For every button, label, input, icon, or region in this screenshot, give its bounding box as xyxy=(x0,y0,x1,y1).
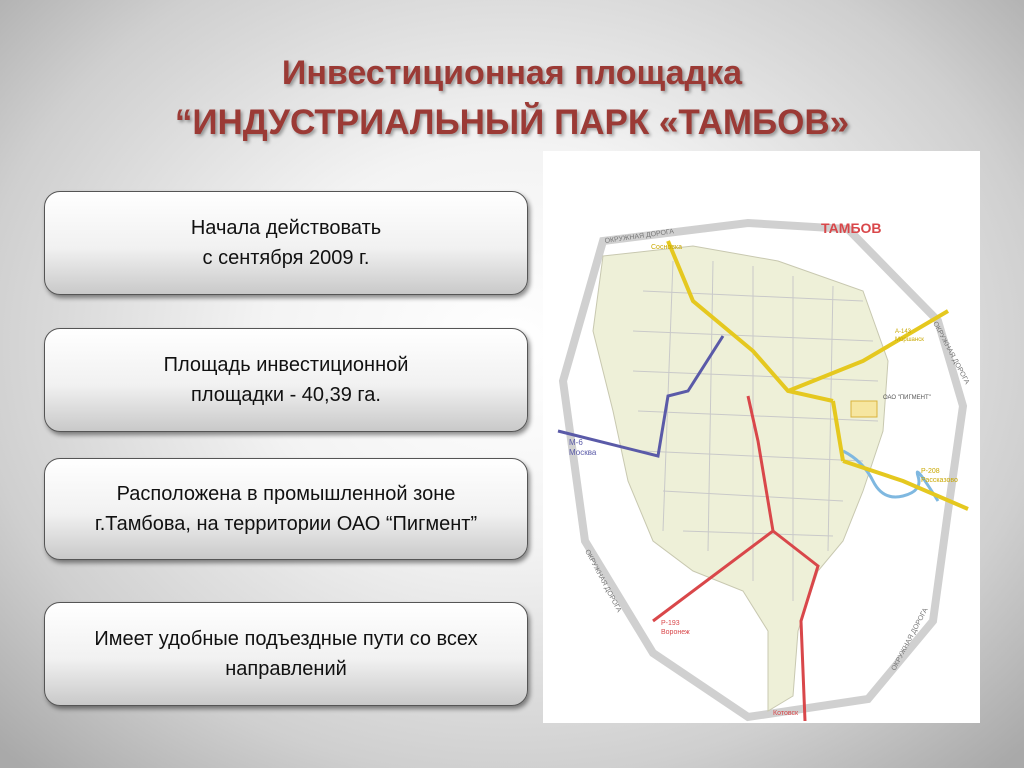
route-label-r193-city: Воронеж xyxy=(661,629,690,636)
route-label-r208-city: Рассказово xyxy=(921,477,958,484)
ring-road-label-sw: ОКРУЖНАЯ ДОРОГА xyxy=(583,548,623,614)
info-card-area xyxy=(44,328,528,432)
route-label-r208-code: Р-208 xyxy=(921,468,940,475)
title-line-1: Инвестиционная площадка xyxy=(281,54,743,92)
title-line-2: “ИНДУСТРИАЛЬНЫЙ ПАРК «ТАМБОВ» xyxy=(174,103,850,142)
city-map xyxy=(543,151,980,723)
info-card-access-roads xyxy=(44,602,528,706)
city-map-drawing xyxy=(543,151,980,723)
info-card-start-date xyxy=(44,191,528,295)
route-label-kotovsk: Котовск xyxy=(773,710,799,717)
site-label: ОАО "ПИГМЕНТ" xyxy=(883,395,931,401)
info-card-text: Имеет удобные подъездные пути со всех направлений xyxy=(94,628,478,680)
route-label-r193-code: Р-193 xyxy=(661,620,680,627)
route-label-a143-code: А-143 xyxy=(895,329,912,335)
ring-road-label-nw: ОКРУЖНАЯ ДОРОГА xyxy=(604,228,675,245)
route-label-a143-city: Моршанск xyxy=(895,337,924,343)
info-card-text: Расположена в промышленной зоне г.Тамбова, на территории ОАО “Пигмент” xyxy=(94,483,478,535)
map-city-label: ТАМБОВ xyxy=(821,220,882,236)
slide-title xyxy=(0,48,1024,148)
pigment-site-marker xyxy=(851,401,877,417)
info-card-text: Площадь инвестиционной площадки - 40,39 га. xyxy=(163,354,409,406)
city-area xyxy=(593,246,888,711)
route-label-m6-code: М-6 xyxy=(569,438,583,447)
ring-road-label-ne: ОКРУЖНАЯ ДОРОГА xyxy=(931,320,971,386)
info-card-location xyxy=(44,458,528,560)
ring-road-label-se: ОКРУЖНАЯ ДОРОГА xyxy=(890,607,930,672)
route-label-m6-city: Москва xyxy=(569,448,597,457)
info-card-text: Начала действовать с сентября 2009 г. xyxy=(190,217,382,269)
route-label-sosnovka: Сосновка xyxy=(651,244,683,251)
